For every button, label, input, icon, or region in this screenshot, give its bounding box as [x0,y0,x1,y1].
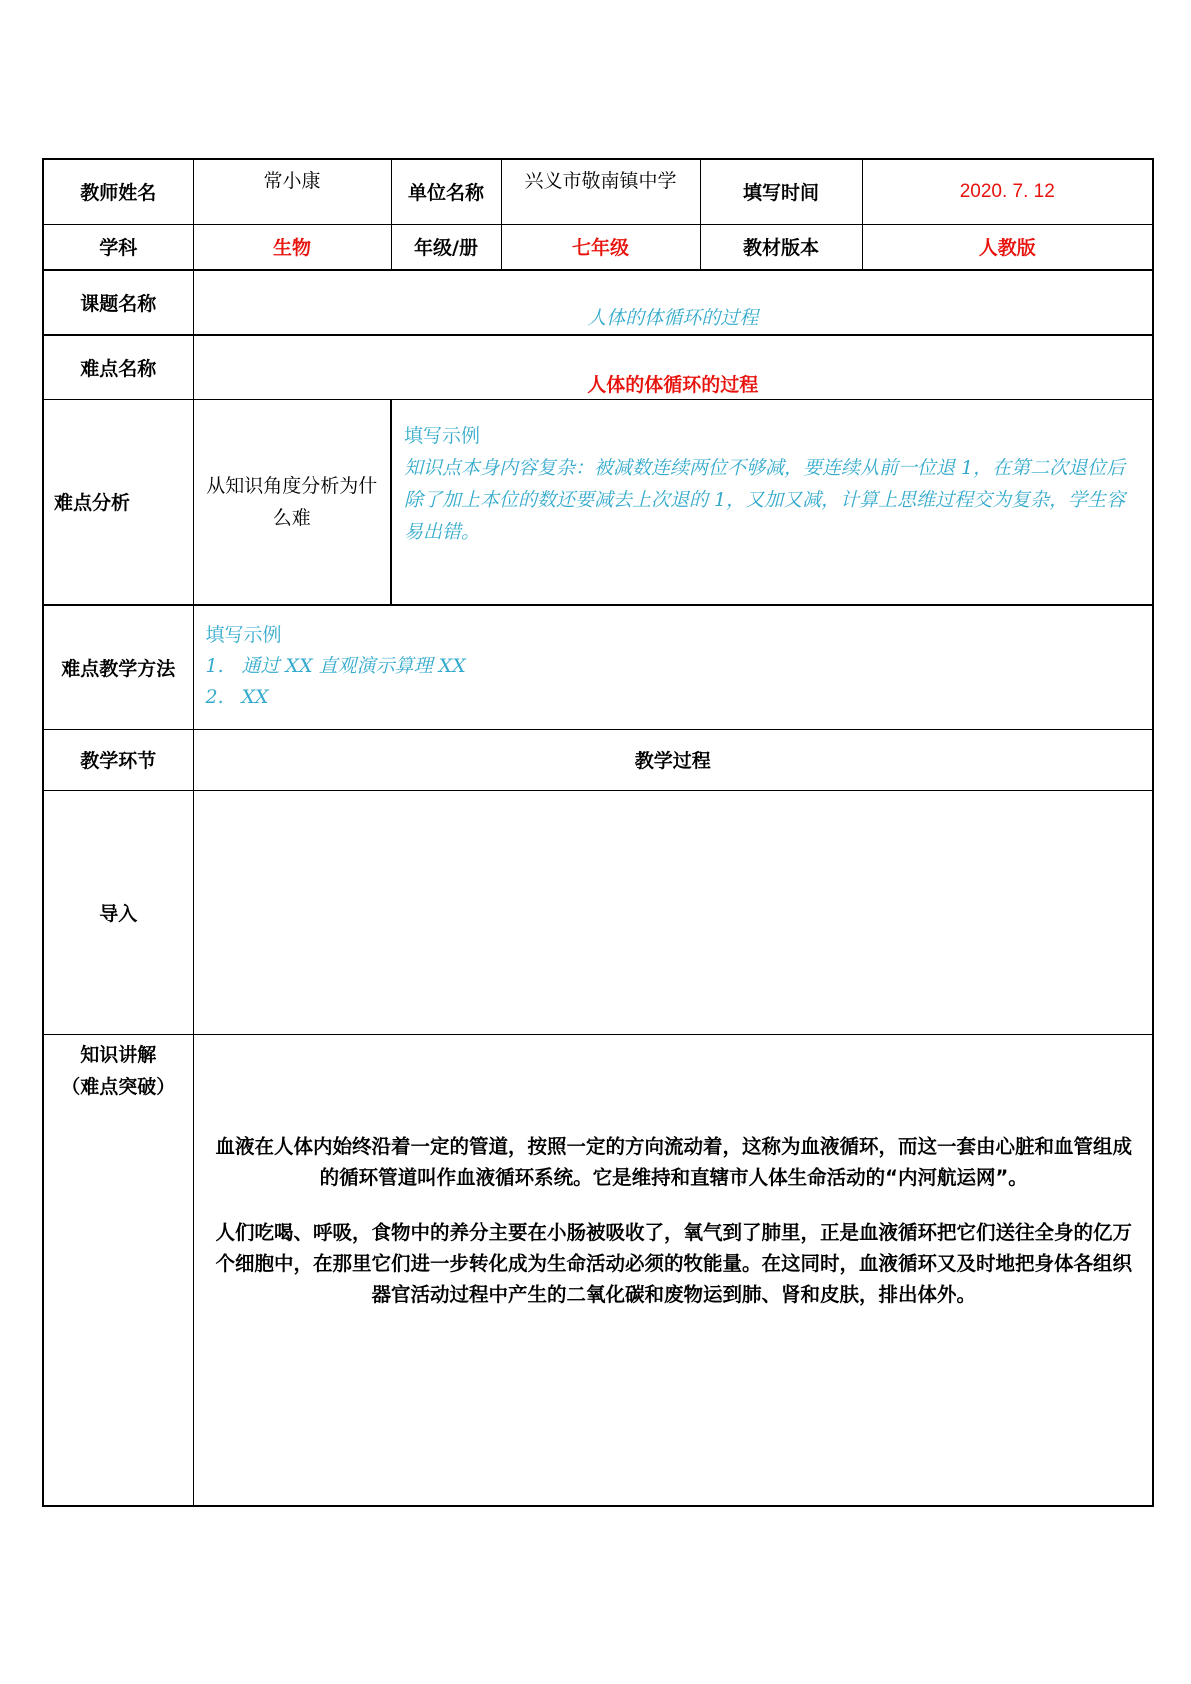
analysis-sub-label: 从知识角度分析为什么难 [193,399,391,605]
lesson-plan-table [42,158,1154,1507]
intro-label: 导入 [43,790,193,1034]
subject-value: 生物 [193,224,391,270]
difficulty-value: 人体的体循环的过程 [193,335,1153,399]
grade-value: 七年级 [501,224,700,270]
teacher-value: 常小康 [193,159,391,224]
subject-label: 学科 [43,224,193,270]
method-row [43,605,1153,729]
grade-label: 年级/册 [391,224,501,270]
topic-row [43,270,1153,335]
difficulty-label: 难点名称 [43,335,193,399]
info-row-2 [43,224,1153,270]
knowledge-paragraph-2: 人们吃喝、呼吸，食物中的养分主要在小肠被吸收了，氧气到了肺里，正是血液循环把它们送往全身的亿万个细胞中，在那里它们进一步转化成为生命活动必须的牧能量。在这同时，血液循环又及时地把身体各组织器官活动过程中产生的二氧化碳和废物运到肺、肾和皮肤，排出体外。 [215,1220,1132,1306]
analysis-row [43,399,1153,605]
knowledge-paragraph-1: 血液在人体内始终沿着一定的管道，按照一定的方向流动着，这称为血液循环，而这一套由心脏和血管组成的循环管道叫作血液循环系统。它是维持和直辖市人体生命活动的“内河航运网”。 [215,1134,1132,1189]
analysis-label: 难点分析 [43,399,193,605]
method-item-text: 通过 XX 直观演示算理 XX [241,655,466,677]
analysis-example [391,399,1153,605]
difficulty-row [43,335,1153,399]
method-item-num: 1. [205,655,224,677]
method-item [206,651,1143,682]
analysis-example-text: 知识点本身内容复杂：被减数连续两位不够减，要连续从前一位退 1，在第二次退位后除了加上本位的数还要减去上次退的 1，又加又减，计算上思维过程交为复杂，学生容易出错。 [404,456,1126,543]
edition-label: 教材版本 [700,224,862,270]
date-value: 2020. 7. 12 [862,159,1153,224]
method-item-text: XX [241,686,269,708]
method-label: 难点教学方法 [43,605,193,729]
knowledge-label [43,1034,193,1506]
method-example [193,605,1153,729]
stage-label: 教学环节 [43,729,193,790]
topic-label: 课题名称 [43,270,193,335]
knowledge-content [193,1034,1153,1506]
knowledge-row [43,1034,1153,1506]
unit-label: 单位名称 [391,159,501,224]
method-item [206,682,1143,713]
unit-value: 兴义市敬南镇中学 [501,159,700,224]
method-example-title: 填写示例 [205,624,282,646]
intro-content [193,790,1153,1034]
teacher-label: 教师姓名 [43,159,193,224]
analysis-example-title: 填写示例 [404,424,481,447]
method-item-num: 2. [205,686,224,708]
intro-row [43,790,1153,1034]
date-label: 填写时间 [700,159,862,224]
knowledge-label-line-1: 知识讲解 [80,1043,157,1066]
topic-value: 人体的体循环的过程 [193,270,1153,335]
knowledge-label-line-2: （难点突破） [61,1075,176,1098]
process-header-row [43,729,1153,790]
edition-value: 人教版 [862,224,1153,270]
info-row-1 [43,159,1153,224]
process-label: 教学过程 [193,729,1153,790]
